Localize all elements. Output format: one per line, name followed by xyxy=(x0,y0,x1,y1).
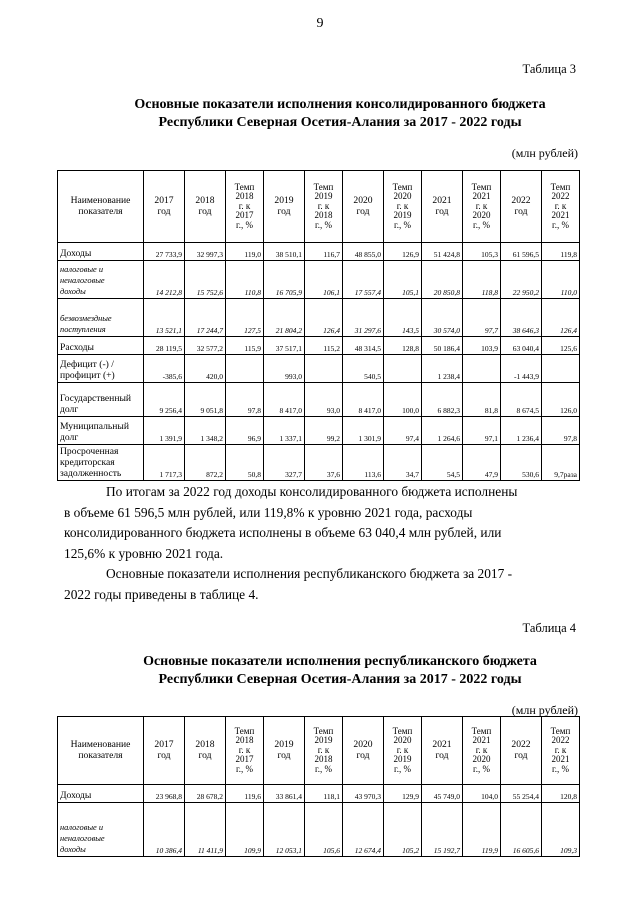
table-cell: 97,8 xyxy=(542,417,580,445)
column-header xyxy=(226,171,264,243)
row-label xyxy=(58,417,144,445)
column-header-line: г. к xyxy=(317,744,330,755)
table-cell: 9,7раза xyxy=(542,445,580,481)
table-cell: 50 186,4 xyxy=(422,337,463,355)
table-cell: 105,1 xyxy=(384,261,422,299)
column-header-line: Темп xyxy=(392,725,413,736)
column-header xyxy=(501,171,542,243)
table-row xyxy=(58,785,580,803)
column-header xyxy=(343,171,384,243)
table-cell: 1 264,6 xyxy=(422,417,463,445)
column-header-line: г. к xyxy=(238,744,251,755)
table-row xyxy=(58,261,580,299)
table-row xyxy=(58,417,580,445)
column-header-line: 2018 xyxy=(195,739,215,750)
row-label xyxy=(58,785,144,803)
column-header-line: г. к xyxy=(317,200,330,211)
table-cell: 115,2 xyxy=(305,337,343,355)
table-cell: 48 314,5 xyxy=(343,337,384,355)
table-cell: 1 717,3 xyxy=(144,445,185,481)
table-cell: 104,0 xyxy=(463,785,501,803)
column-header-line: Темп xyxy=(313,181,334,192)
table4-label: Таблица 4 xyxy=(522,621,576,635)
table-cell: 110,8 xyxy=(226,261,264,299)
row-label-line: налоговые и xyxy=(60,823,104,832)
column-header-line: Темп xyxy=(471,725,492,736)
column-header-line: 2022 xyxy=(551,191,570,202)
table-cell: 105,6 xyxy=(305,803,343,857)
row-label-line: доходы xyxy=(60,845,86,854)
table-cell: 105,3 xyxy=(463,243,501,261)
row-label-line: Муниципальный xyxy=(60,421,129,432)
table3-title xyxy=(60,96,620,132)
table-cell: 23 968,8 xyxy=(144,785,185,803)
column-header xyxy=(463,717,501,785)
column-header-line: г. к xyxy=(396,200,409,211)
table-cell: 106,1 xyxy=(305,261,343,299)
table4-unit: (млн рублей) xyxy=(511,703,578,717)
column-header xyxy=(463,171,501,243)
column-header-line: 2019 xyxy=(393,210,412,221)
column-header-line: г. к xyxy=(475,200,488,211)
table-cell: 38 646,3 xyxy=(501,299,542,337)
table4 xyxy=(57,716,580,857)
column-header xyxy=(185,171,226,243)
column-header-line: Темп xyxy=(234,181,255,192)
table3-label: Таблица 3 xyxy=(522,62,576,76)
table-cell: 47,9 xyxy=(463,445,501,481)
column-header-line: 2021 xyxy=(551,754,570,765)
table-cell: 109,3 xyxy=(542,803,580,857)
table-cell: 1 348,2 xyxy=(185,417,226,445)
column-header-line: г., % xyxy=(552,763,569,774)
column-header xyxy=(264,717,305,785)
column-header-line: Темп xyxy=(234,725,255,736)
table-cell: 38 510,1 xyxy=(264,243,305,261)
paragraph-1-line: консолидированного бюджета исполнены в объеме 63 040,4 млн рублей, или xyxy=(64,525,502,540)
table-cell: 21 804,2 xyxy=(264,299,305,337)
column-header-line: год xyxy=(514,205,528,217)
table-cell: 115,9 xyxy=(226,337,264,355)
table-cell: 15 752,6 xyxy=(185,261,226,299)
table-cell: 119,8 xyxy=(542,243,580,261)
table-row xyxy=(58,445,580,481)
table-cell: 22 950,2 xyxy=(501,261,542,299)
column-header-line: г., % xyxy=(236,763,253,774)
table-cell: 127,5 xyxy=(226,299,264,337)
table-cell: 103,9 xyxy=(463,337,501,355)
row-label-line: Дефицит (-) / xyxy=(60,359,114,370)
table-cell: 110,0 xyxy=(542,261,580,299)
table-cell: 100,0 xyxy=(384,383,422,417)
column-header xyxy=(264,171,305,243)
table-cell: -1 443,9 xyxy=(501,355,542,383)
row-label-line: задолженность xyxy=(60,468,122,479)
column-header-line: год xyxy=(435,749,449,761)
column-header-line: год xyxy=(198,749,212,761)
page-number: 9 xyxy=(316,16,324,31)
table-cell: 9 256,4 xyxy=(144,383,185,417)
column-header-line: 2018 xyxy=(314,210,333,221)
column-header-line: 2017 xyxy=(235,210,254,221)
row-label xyxy=(58,383,144,417)
table-cell: 126,4 xyxy=(542,299,580,337)
table-cell: 50,8 xyxy=(226,445,264,481)
table-cell: 327,7 xyxy=(264,445,305,481)
column-header xyxy=(542,171,580,243)
table-cell: 105,2 xyxy=(384,803,422,857)
row-label xyxy=(58,261,144,299)
column-header-line: 2022 xyxy=(511,195,531,206)
column-header-line: год xyxy=(435,205,449,217)
table-cell: 28 678,2 xyxy=(185,785,226,803)
column-header-line: 2021 xyxy=(472,191,491,202)
table-cell: 37,6 xyxy=(305,445,343,481)
column-header-line: 2021 xyxy=(432,195,452,206)
table-cell: 55 254,4 xyxy=(501,785,542,803)
row-label-line: долг xyxy=(60,404,79,415)
table-cell: 14 212,8 xyxy=(144,261,185,299)
column-header-line: 2018 xyxy=(195,195,215,206)
column-header-line: г. к xyxy=(554,744,567,755)
table-cell: 126,0 xyxy=(542,383,580,417)
table-cell: 81,8 xyxy=(463,383,501,417)
column-header-line: г., % xyxy=(315,219,332,230)
column-header-line: год xyxy=(157,749,171,761)
column-header xyxy=(185,717,226,785)
header-row xyxy=(58,171,580,243)
column-header-line: г., % xyxy=(552,219,569,230)
column-header-line: 2020 xyxy=(393,735,412,746)
table-cell: 97,4 xyxy=(384,417,422,445)
column-header-line: Темп xyxy=(550,181,571,192)
row-label xyxy=(58,299,144,337)
column-header-line: г., % xyxy=(473,219,490,230)
table-cell: 93,0 xyxy=(305,383,343,417)
table-cell: 32 997,3 xyxy=(185,243,226,261)
column-header-line: 2020 xyxy=(472,754,491,765)
table-cell: 119,9 xyxy=(463,803,501,857)
table-cell: 8 417,0 xyxy=(343,383,384,417)
column-header-line: 2018 xyxy=(235,735,254,746)
table-cell: 540,5 xyxy=(343,355,384,383)
row-label xyxy=(58,337,144,355)
row-label xyxy=(58,803,144,857)
table-cell: 1 238,4 xyxy=(422,355,463,383)
column-header-line: 2022 xyxy=(551,735,570,746)
table-cell: -385,6 xyxy=(144,355,185,383)
row-label-line: Расходы xyxy=(60,342,95,353)
table-cell: 1 337,1 xyxy=(264,417,305,445)
table-cell: 8 674,5 xyxy=(501,383,542,417)
column-header xyxy=(58,717,144,785)
table-cell xyxy=(463,355,501,383)
row-label-line: Доходы xyxy=(60,248,92,259)
table-cell: 143,5 xyxy=(384,299,422,337)
table-cell: 9 051,8 xyxy=(185,383,226,417)
table4-title-line1: Основные показатели исполнения республиканского бюджета xyxy=(143,654,537,669)
table-cell: 30 574,0 xyxy=(422,299,463,337)
table-cell: 13 521,1 xyxy=(144,299,185,337)
column-header-line: 2019 xyxy=(314,735,333,746)
column-header-line: г., % xyxy=(394,763,411,774)
paragraph-1-line: По итогам за 2022 год доходы консолидированного бюджета исполнены xyxy=(106,484,518,499)
paragraph-2 xyxy=(64,564,580,605)
table-cell: 119,6 xyxy=(226,785,264,803)
column-header xyxy=(305,171,343,243)
table-cell: 31 297,6 xyxy=(343,299,384,337)
table-cell xyxy=(226,355,264,383)
column-header-line: 2020 xyxy=(353,195,373,206)
table-cell: 54,5 xyxy=(422,445,463,481)
column-header-line: г. к xyxy=(554,200,567,211)
column-header xyxy=(542,717,580,785)
column-header xyxy=(384,717,422,785)
table-cell: 61 596,5 xyxy=(501,243,542,261)
table3-title-line2: Республики Северная Осетия-Алания за 2017 - 2022 годы xyxy=(158,115,522,130)
table-cell: 45 749,0 xyxy=(422,785,463,803)
column-header-line: г. к xyxy=(238,200,251,211)
column-header xyxy=(58,171,144,243)
row-label-line: Доходы xyxy=(60,790,92,801)
column-header-line: год xyxy=(198,205,212,217)
table-cell xyxy=(384,355,422,383)
row-label-line: Государственный xyxy=(60,393,132,404)
column-header-line: г., % xyxy=(236,219,253,230)
table-cell: 12 053,1 xyxy=(264,803,305,857)
table-cell: 125,6 xyxy=(542,337,580,355)
column-header-line: год xyxy=(514,749,528,761)
table3-unit: (млн рублей) xyxy=(511,146,578,160)
table-cell: 128,8 xyxy=(384,337,422,355)
table-cell: 48 855,0 xyxy=(343,243,384,261)
column-header-line: год xyxy=(157,205,171,217)
table-row xyxy=(58,803,580,857)
column-header xyxy=(422,717,463,785)
table-cell: 993,0 xyxy=(264,355,305,383)
column-header xyxy=(144,717,185,785)
table-cell: 17 244,7 xyxy=(185,299,226,337)
table-cell: 99,2 xyxy=(305,417,343,445)
table-cell xyxy=(305,355,343,383)
column-header-line: 2019 xyxy=(274,195,294,206)
table-cell: 43 970,3 xyxy=(343,785,384,803)
table-cell: 20 850,8 xyxy=(422,261,463,299)
row-label-line: налоговые и xyxy=(60,265,104,274)
table-cell: 16 605,6 xyxy=(501,803,542,857)
table-cell: 97,1 xyxy=(463,417,501,445)
column-header-line: Темп xyxy=(313,725,334,736)
paragraph-2-line: 2022 годы приведены в таблице 4. xyxy=(64,586,259,602)
table-cell: 113,6 xyxy=(343,445,384,481)
table-cell: 1 301,9 xyxy=(343,417,384,445)
column-header-line: г., % xyxy=(394,219,411,230)
table-cell: 1 391,9 xyxy=(144,417,185,445)
table-cell: 126,9 xyxy=(384,243,422,261)
column-header xyxy=(384,171,422,243)
table-cell: 530,6 xyxy=(501,445,542,481)
table-cell: 63 040,4 xyxy=(501,337,542,355)
column-header-line: 2018 xyxy=(314,754,333,765)
table-cell: 420,0 xyxy=(185,355,226,383)
paragraph-2-line: Основные показатели исполнения республиканского бюджета за 2017 - xyxy=(106,566,513,581)
table-cell: 34,7 xyxy=(384,445,422,481)
table-cell: 872,2 xyxy=(185,445,226,481)
column-header-line: 2017 xyxy=(154,739,174,750)
table-cell: 1 236,4 xyxy=(501,417,542,445)
column-header-line: год xyxy=(356,749,370,761)
column-header-line: 2021 xyxy=(472,735,491,746)
row-label-line: профицит (+) xyxy=(60,370,115,381)
table-cell: 17 557,4 xyxy=(343,261,384,299)
table-cell: 10 386,4 xyxy=(144,803,185,857)
column-header-line: 2019 xyxy=(393,754,412,765)
table-cell: 118,8 xyxy=(463,261,501,299)
paragraph-1-line: 125,6% к уровню 2021 года. xyxy=(64,545,224,561)
column-header-line: год xyxy=(356,205,370,217)
row-label xyxy=(58,445,144,481)
column-header xyxy=(422,171,463,243)
column-header-line: 2022 xyxy=(511,739,531,750)
table-cell: 129,9 xyxy=(384,785,422,803)
column-header-line: г., % xyxy=(315,763,332,774)
table-cell: 116,7 xyxy=(305,243,343,261)
row-label xyxy=(58,355,144,383)
column-header-line: г. к xyxy=(475,744,488,755)
table3-title-line1: Основные показатели исполнения консолидированного бюджета xyxy=(134,97,546,112)
column-header-line: 2021 xyxy=(551,210,570,221)
column-header-line: Наименование xyxy=(70,195,131,206)
table3 xyxy=(57,170,580,481)
table-cell: 120,8 xyxy=(542,785,580,803)
table-cell xyxy=(542,355,580,383)
row-label-line: неналоговые xyxy=(60,276,105,285)
table-cell: 96,9 xyxy=(226,417,264,445)
column-header-line: год xyxy=(277,749,291,761)
table-row xyxy=(58,299,580,337)
row-label-line: Просроченная xyxy=(60,446,119,457)
table-cell: 8 417,0 xyxy=(264,383,305,417)
table-cell: 12 674,4 xyxy=(343,803,384,857)
column-header-line: г. к xyxy=(396,744,409,755)
column-header-line: 2017 xyxy=(154,195,174,206)
column-header-line: 2021 xyxy=(432,739,452,750)
table-cell: 51 424,8 xyxy=(422,243,463,261)
column-header-line: 2019 xyxy=(314,191,333,202)
column-header-line: Темп xyxy=(550,725,571,736)
table4-title xyxy=(60,653,620,689)
table-cell: 97,8 xyxy=(226,383,264,417)
table-cell: 11 411,9 xyxy=(185,803,226,857)
column-header-line: 2020 xyxy=(472,210,491,221)
table-cell: 28 119,5 xyxy=(144,337,185,355)
table4-title-line2: Республики Северная Осетия-Алания за 2017 - 2022 годы xyxy=(158,672,522,687)
column-header-line: 2019 xyxy=(274,739,294,750)
table-cell: 97,7 xyxy=(463,299,501,337)
table-cell: 15 192,7 xyxy=(422,803,463,857)
table-cell: 16 705,9 xyxy=(264,261,305,299)
paragraph-1 xyxy=(64,482,580,564)
table-cell: 118,1 xyxy=(305,785,343,803)
row-label-line: долг xyxy=(60,432,79,443)
column-header-line: показателя xyxy=(78,749,123,761)
header-row xyxy=(58,717,580,785)
row-label-line: поступления xyxy=(60,325,106,334)
column-header-line: год xyxy=(277,205,291,217)
paragraph-1-line: в объеме 61 596,5 млн рублей, или 119,8% к уровню 2021 года, расходы xyxy=(64,504,473,520)
column-header-line: 2018 xyxy=(235,191,254,202)
table-cell: 126,4 xyxy=(305,299,343,337)
row-label-line: безвозмездные xyxy=(60,314,112,323)
column-header-line: Темп xyxy=(471,181,492,192)
column-header-line: показателя xyxy=(78,205,123,217)
column-header-line: 2020 xyxy=(353,739,373,750)
table-row xyxy=(58,383,580,417)
column-header-line: 2017 xyxy=(235,754,254,765)
column-header-line: г., % xyxy=(473,763,490,774)
table-cell: 32 577,2 xyxy=(185,337,226,355)
table-cell: 33 861,4 xyxy=(264,785,305,803)
table-cell: 109,9 xyxy=(226,803,264,857)
column-header-line: Темп xyxy=(392,181,413,192)
row-label-line: кредиторская xyxy=(60,457,115,468)
table-row xyxy=(58,355,580,383)
row-label xyxy=(58,243,144,261)
column-header-line: 2020 xyxy=(393,191,412,202)
table-row xyxy=(58,337,580,355)
column-header xyxy=(501,717,542,785)
row-label-line: доходы xyxy=(60,287,86,296)
column-header xyxy=(144,171,185,243)
column-header xyxy=(305,717,343,785)
table-cell: 6 882,3 xyxy=(422,383,463,417)
table-row xyxy=(58,243,580,261)
table-cell: 119,0 xyxy=(226,243,264,261)
table-cell: 37 517,1 xyxy=(264,337,305,355)
column-header xyxy=(226,717,264,785)
row-label-line: неналоговые xyxy=(60,834,105,843)
table-cell: 27 733,9 xyxy=(144,243,185,261)
column-header xyxy=(343,717,384,785)
column-header-line: Наименование xyxy=(70,739,131,750)
